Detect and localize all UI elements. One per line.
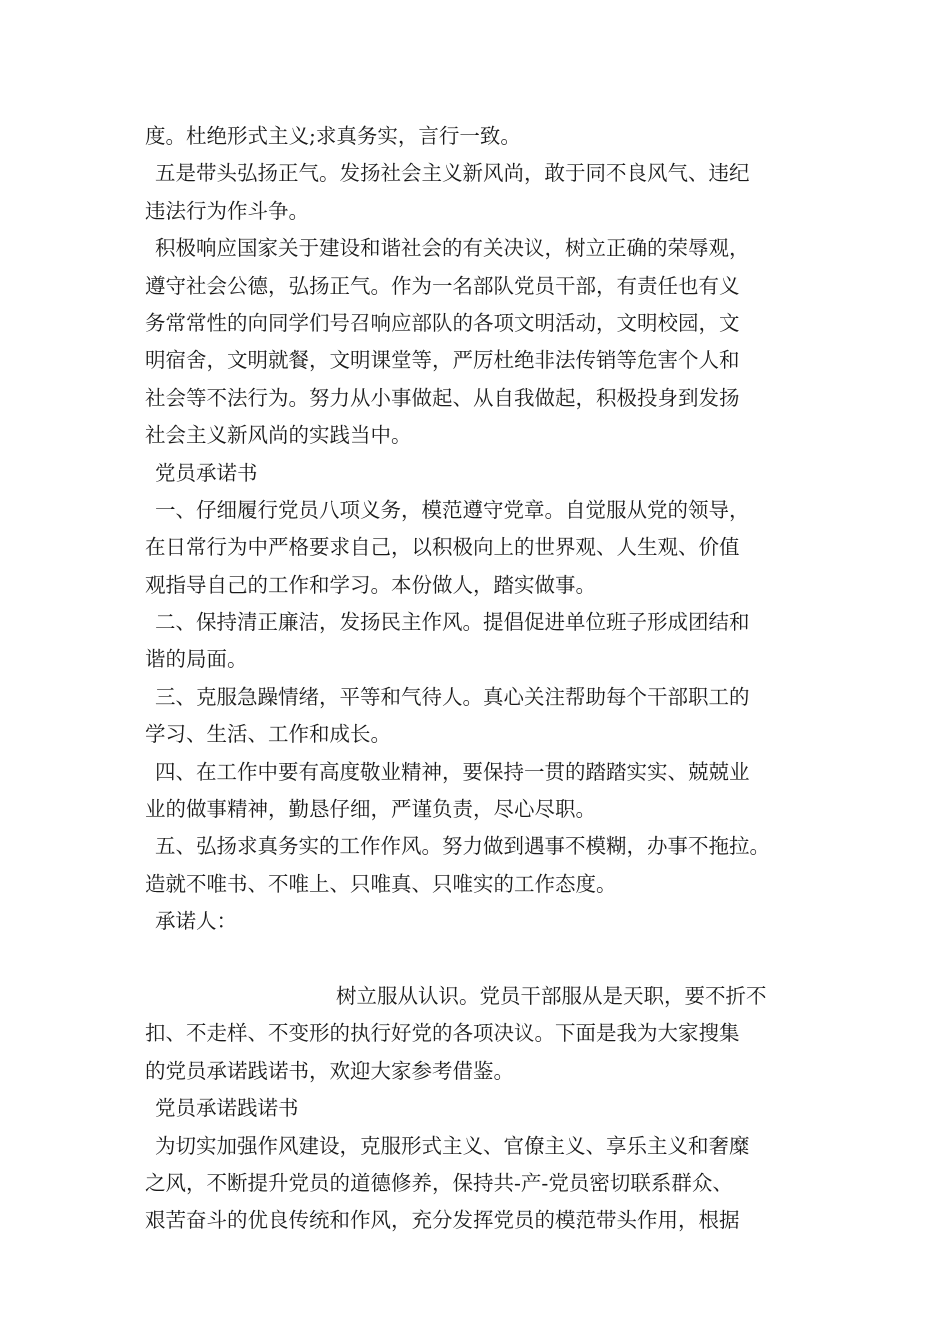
text-line: 观指导自己的工作和学习。本份做人，踏实做事。 [145,572,596,597]
text-line: 五、弘扬求真务实的工作作风。努力做到遇事不模糊，办事不拖拉。 [155,834,770,859]
text-line: 一、仔细履行党员八项义务，模范遵守党章。自觉服从党的领导， [155,497,750,522]
text-line: 四、在工作中要有高度敬业精神，要保持一贯的踏踏实实、兢兢业 [155,759,750,784]
text-line: 为切实加强作风建设，克服形式主义、官僚主义、享乐主义和奢糜 [155,1133,750,1158]
text-line: 学习、生活、工作和成长。 [145,722,391,747]
blank-line [145,941,825,978]
text-line: 的党员承诺践诺书，欢迎大家参考借鉴。 [145,1058,514,1083]
text-line: 业的做事精神，勤恳仔细，严谨负责，尽心尽职。 [145,797,596,822]
text-line: 务常常性的向同学们号召响应部队的各项文明活动，文明校园，文 [145,310,740,335]
text-line: 违法行为作斗争。 [145,198,309,223]
text-line: 社会主义新风尚的实践当中。 [145,423,412,448]
text-line: 造就不唯书、不唯上、只唯真、只唯实的工作态度。 [145,871,617,896]
text-line: 五是带头弘扬正气。发扬社会主义新风尚，敢于同不良风气、违纪 [155,161,750,186]
text-line: 之风，不断提升党员的道德修养，保持共-产-党员密切联系群众、 [145,1170,733,1195]
signatory-label: 承诺人： [155,909,237,934]
document-body [145,118,825,1240]
section-heading: 党员承诺书 [155,460,258,485]
text-line: 树立服从认识。党员干部服从是天职，要不折不 [336,983,767,1008]
text-line: 明宿舍，文明就餐，文明课堂等，严厉杜绝非法传销等危害个人和 [145,348,740,373]
text-line: 艰苦奋斗的优良传统和作风，充分发挥党员的模范带头作用，根据 [145,1208,740,1233]
text-line: 遵守社会公德，弘扬正气。作为一名部队党员干部，有责任也有义 [145,273,740,298]
text-line: 三、克服急躁情绪，平等和气待人。真心关注帮助每个干部职工的 [155,684,750,709]
text-line: 积极响应国家关于建设和谐社会的有关决议，树立正确的荣辱观， [155,236,750,261]
text-line: 谐的局面。 [145,647,248,672]
text-line: 扣、不走样、不变形的执行好党的各项决议。下面是我为大家搜集 [145,1021,740,1046]
text-line: 社会等不法行为。努力从小事做起、从自我做起，积极投身到发扬 [145,385,740,410]
text-line: 度。杜绝形式主义;求真务实，言行一致。 [145,124,521,148]
section-heading: 党员承诺践诺书 [155,1096,299,1121]
text-line: 在日常行为中严格要求自己，以积极向上的世界观、人生观、价值 [145,535,740,560]
text-line: 二、保持清正廉洁，发扬民主作风。提倡促进单位班子形成团结和 [155,610,750,635]
